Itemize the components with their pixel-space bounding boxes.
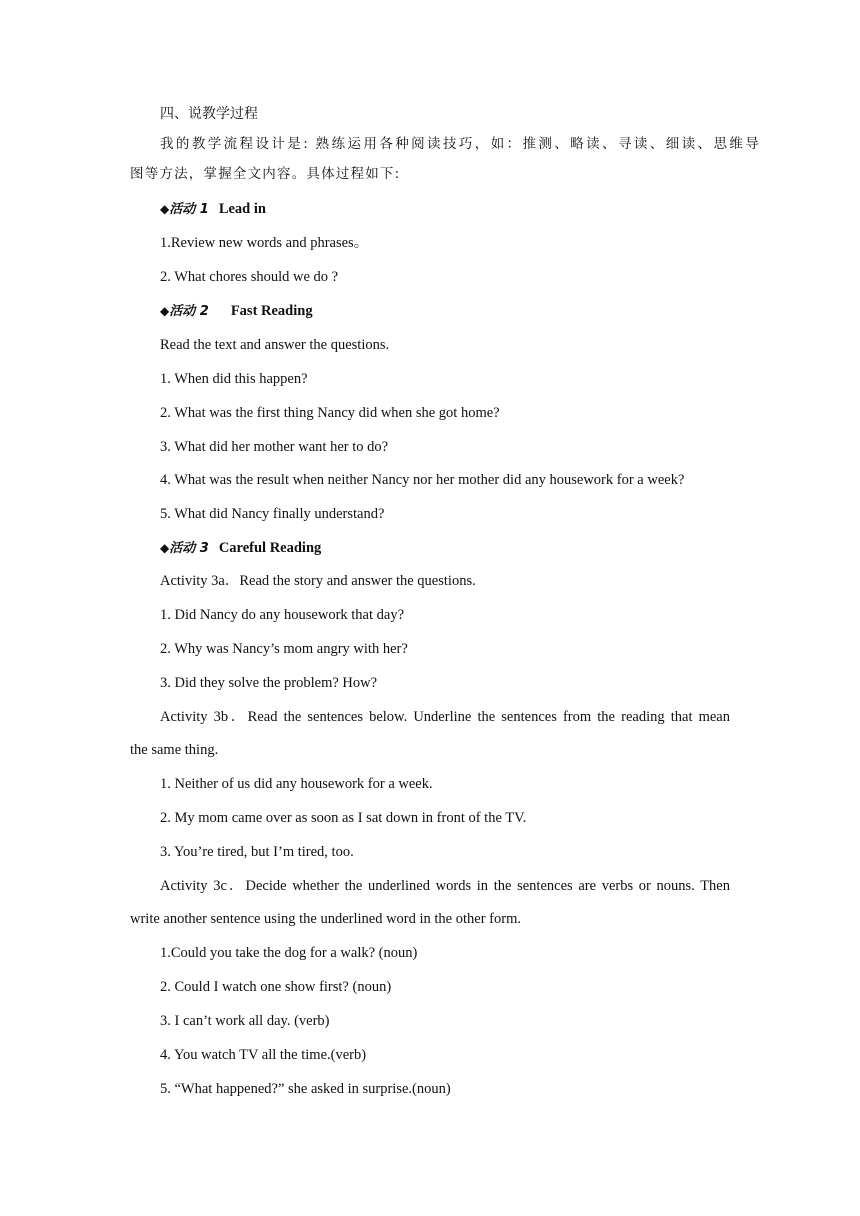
section-heading: 四、说教学过程	[160, 106, 258, 122]
activity-3-title: Careful Reading	[218, 540, 322, 556]
activity-2-question: 5. What did Nancy finally understand?	[160, 506, 385, 522]
diamond-bullet-icon: ◆	[160, 541, 170, 555]
activity-1-item: 1.Review new words and phrases。	[160, 235, 369, 251]
activity-3a-question: 1. Did Nancy do any housework that day?	[160, 607, 405, 623]
intro-line-2: 图等方法，掌握全文内容。具体过程如下:	[130, 166, 401, 182]
activity-3b-instruction-line-2: the same thing.	[130, 742, 219, 758]
activity-2-title: Fast Reading	[230, 303, 313, 319]
activity-3c-sentence: 5. “What happened?” she asked in surprise.(noun)	[160, 1081, 451, 1097]
activity-3-heading	[160, 539, 321, 558]
activity-3c-instruction-line-1: Activity 3c．Decide whether the underlined words in the sentences are verbs or nouns. Then	[160, 878, 730, 894]
activity-3c-sentence: 1.Could you take the dog for a walk? (noun)	[160, 945, 418, 961]
diamond-bullet-icon: ◆	[160, 304, 170, 318]
activity-3b-sentence: 1. Neither of us did any housework for a week.	[160, 776, 433, 792]
activity-1-heading	[160, 200, 266, 219]
activity-2-question: 2. What was the first thing Nancy did when she got home?	[160, 405, 500, 421]
activity-3-label: 活动 3	[169, 541, 209, 556]
activity-3a-instruction: Activity 3a．Read the story and answer the questions.	[160, 573, 476, 589]
activity-1-item: 2. What chores should we do ?	[160, 269, 339, 285]
activity-3c-sentence: 4. You watch TV all the time.(verb)	[160, 1047, 367, 1063]
activity-3a-question: 3. Did they solve the problem? How?	[160, 675, 378, 691]
activity-2-heading	[160, 302, 313, 321]
activity-3b-sentence: 2. My mom came over as soon as I sat down in front of the TV.	[160, 810, 527, 826]
activity-3b-sentence: 3. You’re tired, but I’m tired, too.	[160, 844, 354, 860]
activity-2-question: 1. When did this happen?	[160, 371, 308, 387]
activity-2-question: 4. What was the result when neither Nancy nor her mother did any housework for a week?	[160, 472, 685, 488]
activity-1-title: Lead in	[218, 201, 266, 217]
activity-2-instruction: Read the text and answer the questions.	[160, 337, 390, 353]
activity-2-label: 活动 2	[169, 304, 209, 319]
activity-3c-sentence: 2. Could I watch one show first? (noun)	[160, 979, 392, 995]
intro-line-1: 我的教学流程设计是: 熟练运用各种阅读技巧，如：推测、略读、寻读、细读、思维导	[160, 136, 760, 152]
activity-2-question: 3. What did her mother want her to do?	[160, 439, 389, 455]
activity-3b-instruction-line-1: Activity 3b．Read the sentences below. Underline the sentences from the reading that mean	[160, 709, 730, 725]
activity-3a-question: 2. Why was Nancy’s mom angry with her?	[160, 641, 408, 657]
diamond-bullet-icon: ◆	[160, 202, 170, 216]
activity-3c-sentence: 3. I can’t work all day. (verb)	[160, 1013, 330, 1029]
activity-1-label: 活动 1	[169, 202, 209, 217]
activity-3c-instruction-line-2: write another sentence using the underlined word in the other form.	[130, 911, 521, 927]
